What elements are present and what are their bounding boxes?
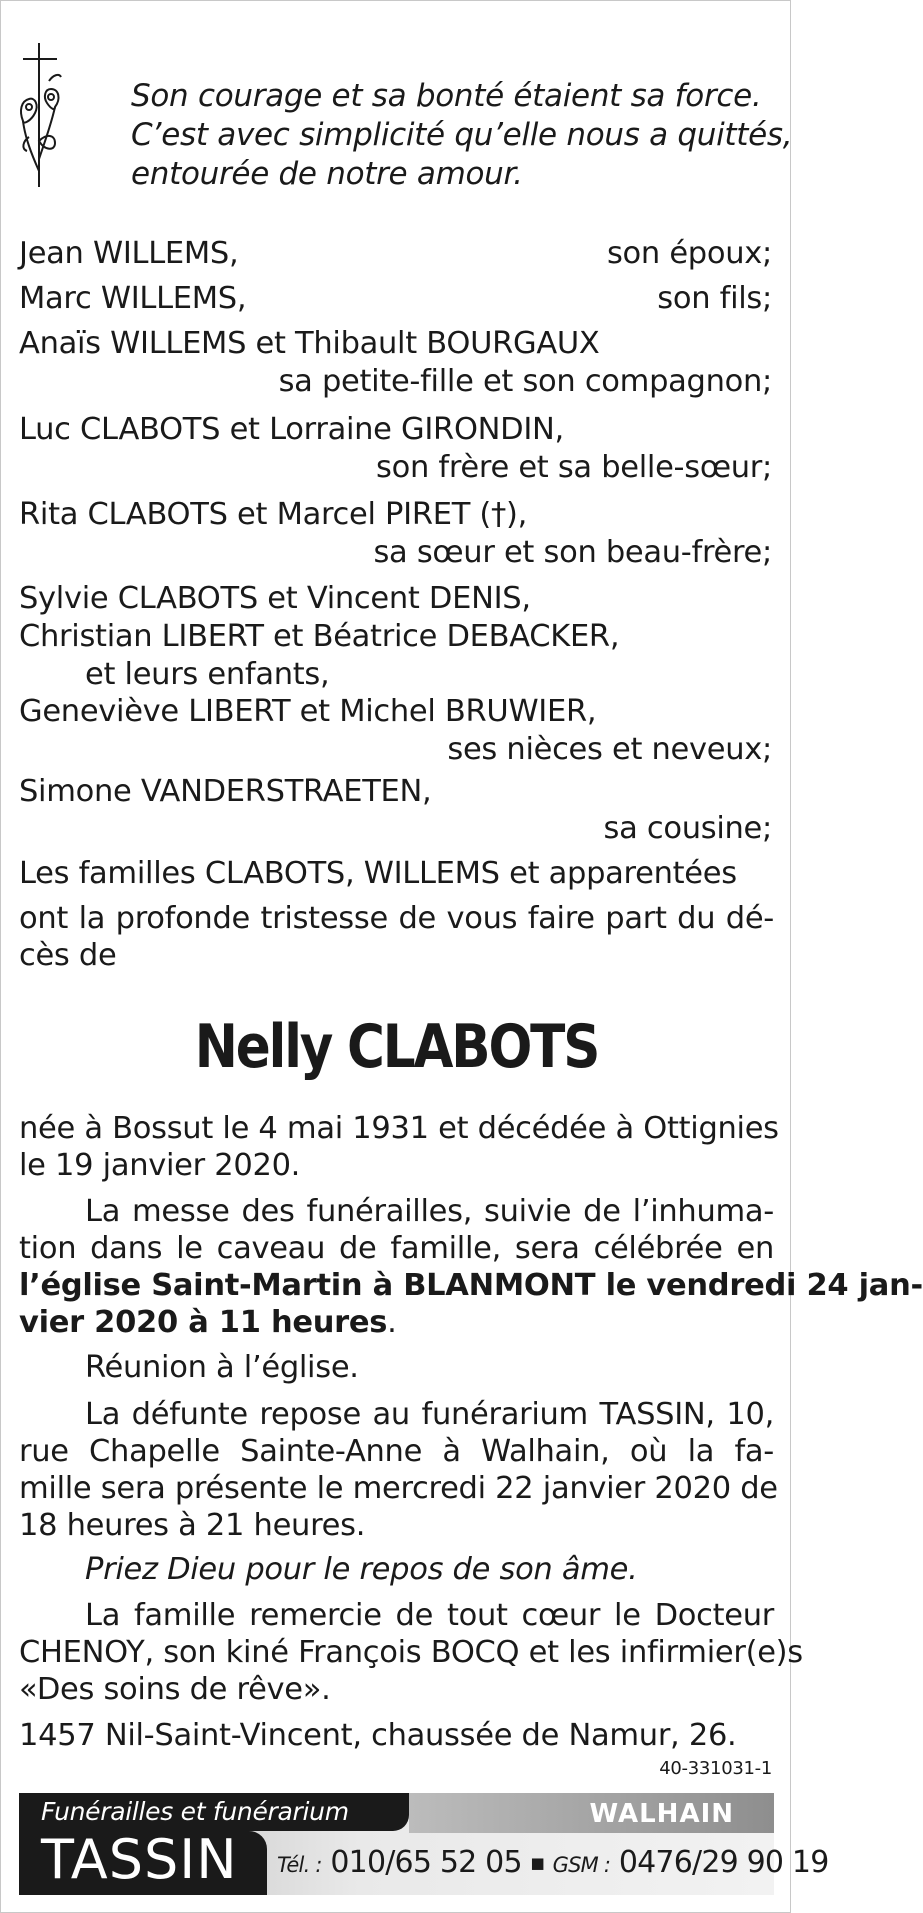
repose-line: mille sera présente le mercredi 22 janvier 2020 de: [19, 1471, 778, 1506]
birth-line: le 19 janvier 2020.: [19, 1148, 301, 1183]
funeral-line: La messe des funérailles, suivie de l’inhuma-: [85, 1194, 774, 1229]
family-member: Christian LIBERT et Béatrice DEBACKER,: [19, 619, 620, 654]
deceased-name: Nelly CLABOTS: [194, 1012, 599, 1082]
tel-number: 010/65 52 05: [330, 1845, 522, 1880]
banner-company-name: TASSIN: [41, 1828, 238, 1891]
family-member: Rita CLABOTS et Marcel PIRET (†),: [19, 497, 527, 532]
funeral-line-bold: l’église Saint-Martin à BLANMONT le vendredi 24 jan-: [19, 1268, 923, 1303]
address-line: 1457 Nil-Saint-Vincent, chaussée de Namur, 26.: [19, 1718, 737, 1753]
gsm-label: GSM :: [552, 1853, 611, 1877]
thanks-line: «Des soins de rêve».: [19, 1672, 331, 1707]
family-relation: son frère et sa belle-sœur;: [376, 450, 772, 485]
banner-subtitle: Funérailles et funérarium: [41, 1797, 349, 1826]
repose-line: 18 heures à 21 heures.: [19, 1508, 366, 1543]
tel-label: Tél. :: [277, 1853, 322, 1877]
cross-with-flower-icon: [15, 41, 65, 189]
repose-line: La défunte repose au funérarium TASSIN, 10,: [85, 1397, 774, 1432]
family-member: Anaïs WILLEMS et Thibault BOURGAUX: [19, 326, 600, 361]
thanks-line: CHENOY, son kiné François BOCQ et les infirmier(e)s: [19, 1635, 803, 1670]
reunion-line: Réunion à l’église.: [85, 1350, 359, 1385]
family-relation: sa cousine;: [603, 811, 772, 846]
family-member: Jean WILLEMS,: [19, 236, 239, 271]
family-member: Les familles CLABOTS, WILLEMS et apparentées: [19, 856, 737, 891]
announcement-line: ont la profonde tristesse de vous faire part du dé-: [19, 901, 774, 936]
family-relation: sa petite-fille et son compagnon;: [278, 364, 772, 399]
funeral-home-banner: [19, 1793, 829, 1895]
gsm-number: 0476/29 90 19: [618, 1845, 829, 1880]
epigraph-line: C’est avec simplicité qu’elle nous a quittés,: [131, 117, 793, 153]
funeral-line: [19, 1304, 397, 1341]
family-member: et leurs enfants,: [85, 657, 330, 692]
family-member: Luc CLABOTS et Lorraine GIRONDIN,: [19, 412, 564, 447]
funeral-period: .: [387, 1305, 397, 1340]
family-member: Marc WILLEMS,: [19, 281, 247, 316]
family-member: Geneviève LIBERT et Michel BRUWIER,: [19, 694, 597, 729]
epigraph-line: entourée de notre amour.: [131, 156, 523, 192]
funeral-line: tion dans le caveau de famille, sera célébrée en: [19, 1231, 774, 1266]
family-relation: son fils;: [657, 281, 772, 316]
funeral-time: vier 2020 à 11 heures: [19, 1305, 388, 1340]
banner-location: WALHAIN: [589, 1799, 734, 1829]
family-relation: sa sœur et son beau-frère;: [373, 535, 772, 570]
separator-square-icon: ■: [530, 1854, 544, 1872]
prayer-line: Priez Dieu pour le repos de son âme.: [85, 1552, 638, 1587]
repose-line: rue Chapelle Sainte-Anne à Walhain, où la fa-: [19, 1434, 774, 1469]
announcement-line: cès de: [19, 938, 117, 973]
family-relation: ses nièces et neveux;: [447, 732, 772, 767]
epigraph-line: Son courage et sa bonté étaient sa force.: [131, 78, 762, 114]
family-relation: son époux;: [606, 236, 772, 271]
birth-line: née à Bossut le 4 mai 1931 et décédée à Ottignies: [19, 1111, 779, 1146]
thanks-line: La famille remercie de tout cœur le Docteur: [85, 1598, 774, 1633]
family-member: Sylvie CLABOTS et Vincent DENIS,: [19, 581, 531, 616]
banner-contact: [277, 1843, 829, 1885]
family-member: Simone VANDERSTRAETEN,: [19, 774, 432, 809]
reference-number: 40-331031-1: [659, 1758, 772, 1779]
